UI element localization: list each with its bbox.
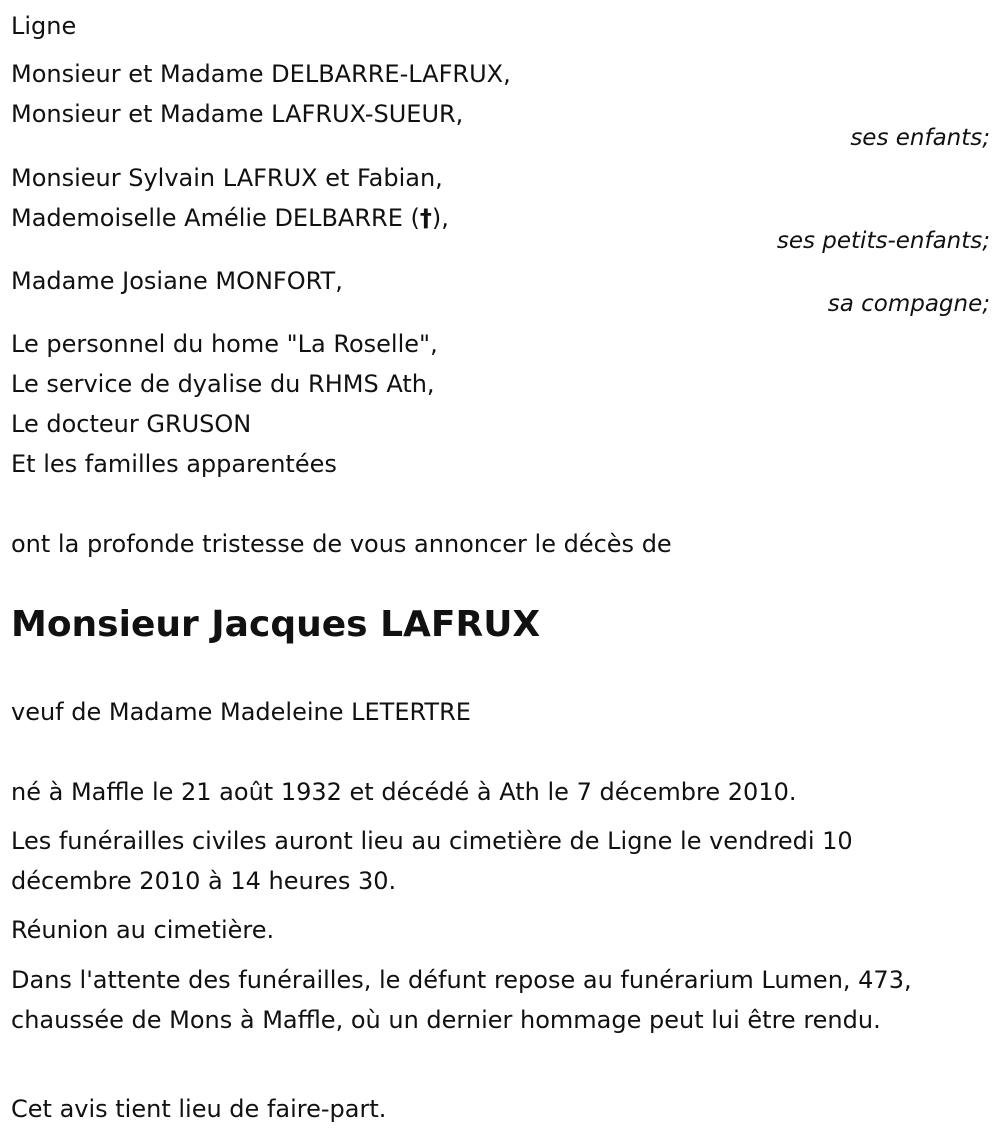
deceased-name: Monsieur Jacques LAFRUX [11,604,541,645]
meeting-place: Réunion au cimetière. [11,916,275,944]
grandchildren-line-2 [11,198,449,238]
closing-note: Cet avis tient lieu de faire-part. [11,1095,387,1123]
others-line-4: Et les familles apparentées [11,450,337,478]
locality: Ligne [11,12,77,40]
funeral-details: Les funérailles civiles auront lieu au cimetière de Ligne le vendredi 10 décembre 2010 à 14 heures 30. [11,827,853,895]
children-line-1: Monsieur et Madame DELBARRE-LAFRUX, [11,60,511,88]
companion-role: sa compagne; [827,291,990,317]
widower-of: veuf de Madame Madeleine LETERTRE [11,698,471,726]
children-role: ses enfants; [850,125,990,151]
companion-line: Madame Josiane MONFORT, [11,267,343,295]
grandchildren-line-2-suffix: ), [431,204,449,232]
grandchildren-role: ses petits-enfants; [776,228,990,254]
others-line-2: Le service de dyalise du RHMS Ath, [11,370,435,398]
repose-details: Dans l'attente des funérailles, le défunt repose au funérarium Lumen, 473, chaussée de Mons à Maffle, où un dernier hommage peut lui être rendu. [11,966,912,1034]
grandchildren-line-1: Monsieur Sylvain LAFRUX et Fabian, [11,164,443,192]
grandchildren-line-2-prefix: Mademoiselle Amélie DELBARRE ( [11,204,420,232]
announcement: ont la profonde tristesse de vous annoncer le décès de [11,530,672,558]
children-line-2: Monsieur et Madame LAFRUX-SUEUR, [11,100,464,128]
others-line-3: Le docteur GRUSON [11,410,252,438]
cross-icon: † [419,204,432,232]
birth-death: né à Maffle le 21 août 1932 et décédé à Ath le 7 décembre 2010. [11,778,797,806]
others-line-1: Le personnel du home "La Roselle", [11,330,438,358]
